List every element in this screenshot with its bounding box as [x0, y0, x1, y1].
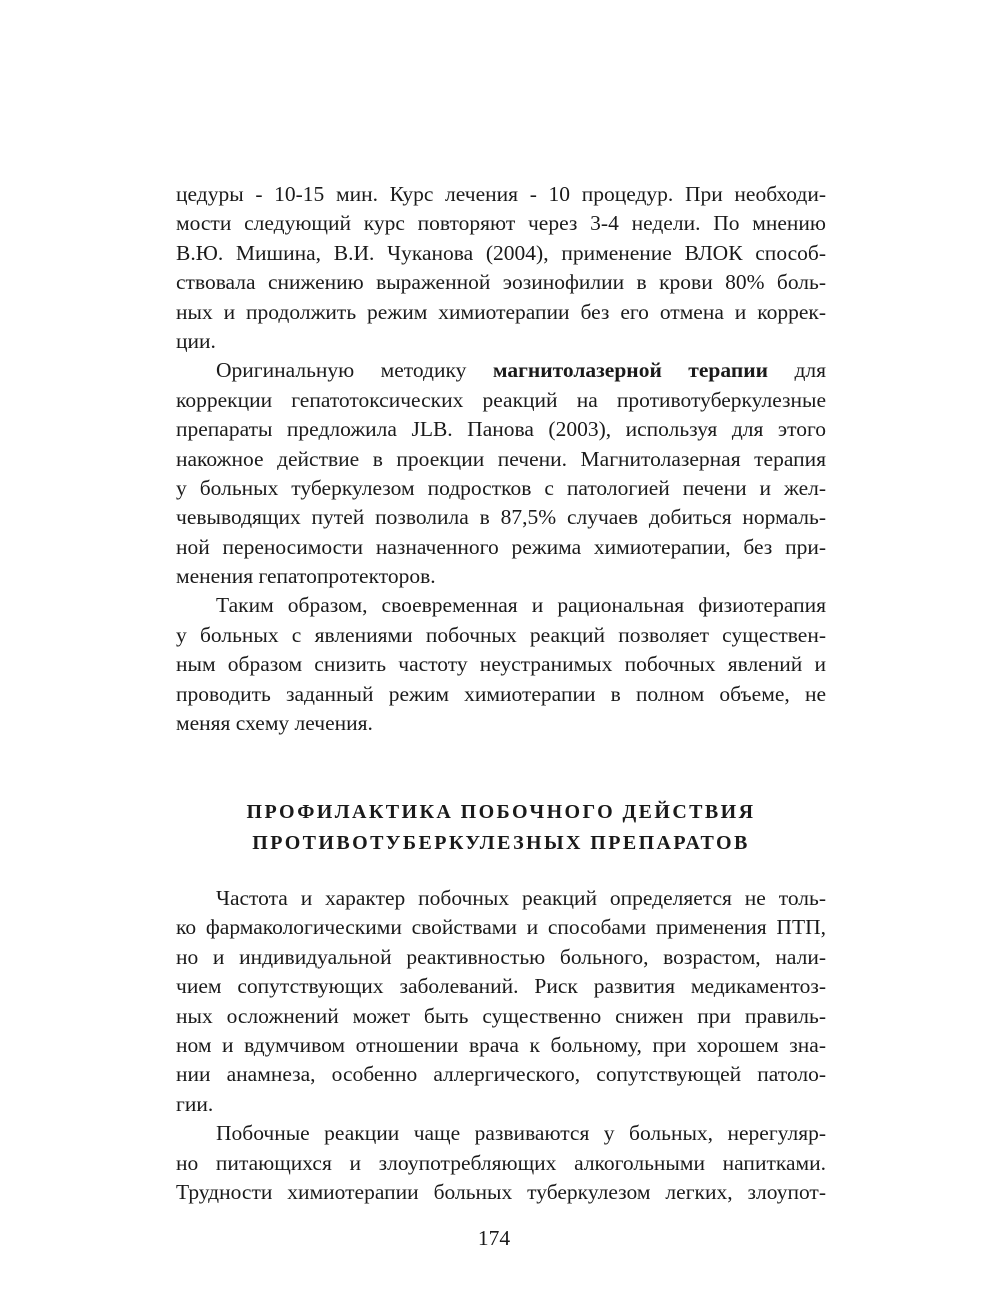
text-line: но и индивидуальной реактивностью больного, возрастом, нали- [176, 944, 826, 969]
paragraph-magnetolaser [176, 356, 826, 591]
text-fragment: Оригинальную методику [216, 358, 467, 383]
paragraph-vlok [176, 180, 826, 356]
text-line: Трудности химиотерапии больных туберкулезом легких, злоупот- [176, 1179, 826, 1204]
text-line: мости следующий курс повторяют через 3-4 недели. По мнению [176, 211, 826, 236]
text-line: но питающихся и злоупотребляющих алкогольными напитками. [176, 1150, 826, 1175]
text-line: ствовала снижению выраженной эозинофилии в крови 80% боль- [176, 270, 826, 295]
text-line: Таким образом, своевременная и рациональная физиотерапия [216, 593, 826, 618]
text-line: препараты предложила JLB. Панова (2003), используя для этого [176, 417, 826, 442]
text-line: цедуры - 10-15 мин. Курс лечения - 10 процедур. При необходи- [176, 182, 826, 206]
text-line: ном и вдумчивом отношении врача к больному, при хорошем зна- [176, 1032, 826, 1057]
page-number: 174 [477, 1226, 511, 1250]
text-block-bottom [176, 884, 826, 1207]
text-line: меняя схему лечения. [176, 711, 373, 736]
text-line: чевыводящих путей позволила в 87,5% случаев добиться нормаль- [176, 505, 826, 530]
text-line: ным образом снизить частоту неустранимых побочных явлений и [176, 652, 826, 677]
text-line: ции. [176, 328, 216, 353]
text-line: гии. [176, 1091, 214, 1116]
paragraph-risk-groups [176, 1119, 826, 1207]
section-heading [176, 797, 826, 859]
text-line [176, 356, 826, 385]
text-line: ных осложнений может быть существенно снижен при правиль- [176, 1003, 826, 1028]
bold-term: магнитолазерной терапии [492, 358, 768, 383]
text-line: у больных туберкулезом подростков с патологией печени и жел- [176, 475, 826, 500]
text-fragment: для [794, 358, 826, 383]
text-line: у больных с явлениями побочных реакций позволяет существен- [176, 622, 826, 647]
text-line: нии анамнеза, особенно аллергического, сопутствующей патоло- [176, 1062, 826, 1087]
section-heading-line: ПРОФИЛАКТИКА ПОБОЧНОГО ДЕЙСТВИЯ [246, 801, 756, 823]
text-line: накожное действие в проекции печени. Магнитолазерная терапия [176, 446, 826, 471]
text-line: менения гепатопротекторов. [176, 564, 436, 589]
paragraph-frequency [176, 884, 826, 1119]
text-block-top [176, 180, 826, 738]
text-line: Частота и характер побочных реакций определяется не толь- [216, 886, 826, 910]
text-line: Побочные реакции чаще развиваются у больных, нерегуляр- [216, 1121, 826, 1146]
text-line: ных и продолжить режим химиотерапии без его отмена и коррек- [176, 299, 826, 324]
text-line: В.Ю. Мишина, В.И. Чуканова (2004), применение ВЛОК способ- [176, 240, 826, 265]
paragraph-conclusion [176, 591, 826, 738]
text-line: ной переносимости назначенного режима химиотерапии, без при- [176, 534, 826, 559]
text-line: коррекции гепатотоксических реакций на противотуберкулезные [176, 387, 826, 412]
section-heading-line: ПРОТИВОТУБЕРКУЛЕЗНЫХ ПРЕПАРАТОВ [252, 832, 750, 854]
text-line: ко фармакологическими свойствами и способами применения ПТП, [176, 915, 826, 940]
text-line: проводить заданный режим химиотерапии в полном объеме, не [176, 681, 826, 706]
text-line: чием сопутствующих заболеваний. Риск развития медикаментоз- [176, 974, 826, 999]
